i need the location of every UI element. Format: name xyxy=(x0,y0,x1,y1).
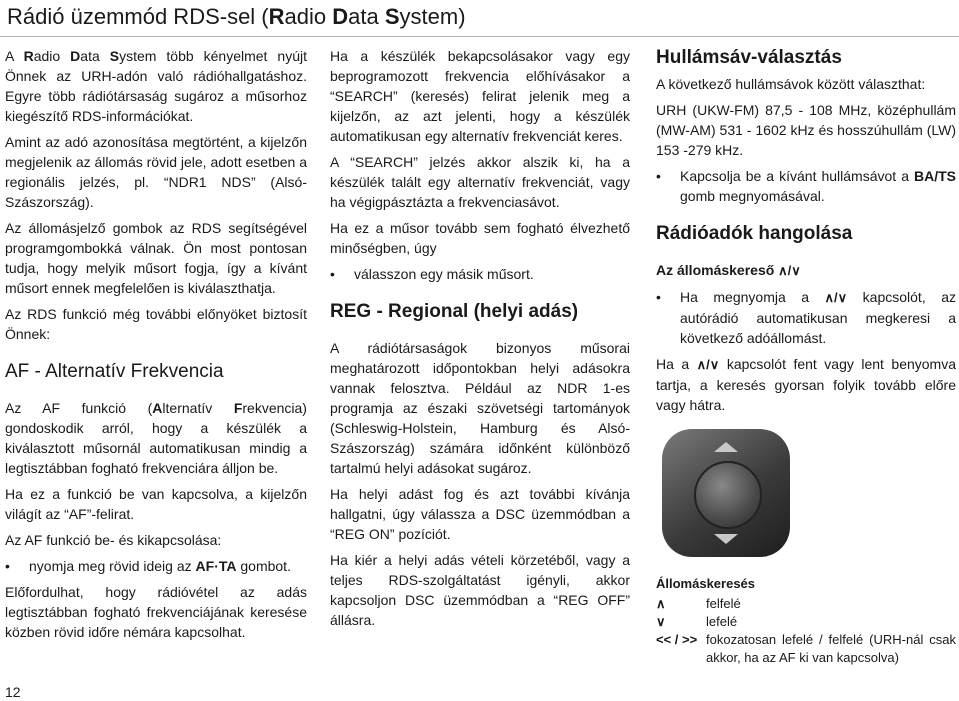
arrow-up-icon xyxy=(712,441,740,453)
seek-legend xyxy=(656,575,956,667)
af-toggle-intro: Az AF funkció be- és kikapcsolása: xyxy=(5,532,222,548)
column-middle xyxy=(330,46,630,636)
seek-list xyxy=(656,287,956,348)
poor-reception-paragraph: Ha ez a műsor tovább sem fogható élvezhető minőségben, úgy xyxy=(330,220,630,256)
band-list-paragraph: URH (UKW-FM) 87,5 - 108 MHz, középhullám (MW-AM) 531 - 1602 kHz és hosszúhullám (LW) 153 -279 kHz. xyxy=(656,102,956,158)
ba-ts-key: BA/TS xyxy=(914,168,956,184)
rds-benefits-paragraph: Az RDS funkció még további előnyöket biztosít Önnek: xyxy=(5,306,307,342)
title-divider xyxy=(0,36,959,37)
up-down-caret-icon: ∧/∨ xyxy=(824,290,848,305)
af-description: Az AF funkció (Alternatív Frekvencia) gondoskodik arról, hogy a készülék a kiválasztott műsornál automatikusan mindig a legtisztábban fogható frekvenciára álljon be. xyxy=(5,400,307,476)
af-toggle-list xyxy=(5,556,307,576)
reg-on-paragraph: Ha helyi adást fog és azt további kívánja hallgatni, úgy válassza a DSC üzemmódban a “REG ON” pozíciót. xyxy=(330,486,630,542)
search-off-paragraph: A “SEARCH” jelzés akkor alszik ki, ha a készülék talált egy alternatív frekvenciát, vagy ha végigpásztázta a frekvenciasávot. xyxy=(330,154,630,210)
regional-paragraph: A rádiótársaságok bizonyos műsorai meghatározott időpontokban helyi adásokra vannak felosztva. Például az NDR 1-es programja az északi szövetségi tartományok (Schleswig-Holstein, Hamburg és Alsó-Szászország) számára időnként különböző tartalmú helyi adásokat sugároz. xyxy=(330,340,630,476)
tuning-heading: Rádióadók hangolása xyxy=(656,223,853,244)
column-right xyxy=(656,46,956,667)
search-paragraph: Ha a készülék bekapcsolásakor vagy egy beprogramozott frekvencia előhívásakor a “SEARCH” (keresés) felirat jelenik meg a kijelzőn, az azt jelenti, hogy a készülék automatikusan egy alternatív frekvenciát keres. xyxy=(330,48,630,144)
seek-subheading: Az állomáskereső ∧/∨ xyxy=(656,260,956,281)
reg-off-paragraph: Ha kiér a helyi adás vételi körzetéből, vagy a teljes RDS-szolgáltatást igényli, akkor kapcsoljon DSC üzemmódban a “REG OFF” állásra. xyxy=(330,552,630,628)
poor-reception-list xyxy=(330,264,630,284)
legend-row: ∧ felfelé xyxy=(656,596,741,611)
knob-center xyxy=(694,461,762,529)
seek-knob-photo xyxy=(662,429,790,557)
fast-seek-paragraph: Ha a ∧/∨ kapcsolót fent vagy lent benyomva tartja, a keresés gyorsan folyik tovább előre vagy hátra. xyxy=(656,356,957,413)
band-select-list xyxy=(656,166,956,206)
down-arrow-icon: ∨ xyxy=(656,614,666,629)
reg-heading: REG - Regional (helyi adás) xyxy=(330,301,579,322)
up-down-caret-icon: ∧/∨ xyxy=(696,357,720,372)
up-arrow-icon: ∧ xyxy=(656,596,666,611)
af-indicator-paragraph: Ha ez a funkció be van kapcsolva, a kijelzőn világít az “AF”-felirat. xyxy=(5,486,307,522)
arrow-down-icon xyxy=(712,533,740,545)
list-item: • válasszon egy másik műsort. xyxy=(330,266,534,282)
af-ta-key: AF·TA xyxy=(195,558,237,574)
legend-row: << / >> fokozatosan lefelé / felfelé (URH-nál csak akkor, ha az AF ki van kapcsolva) xyxy=(656,632,956,665)
up-down-caret-icon: ∧/∨ xyxy=(778,263,801,278)
list-item: • nyomja meg rövid ideig az AF·TA gombot. xyxy=(5,558,291,574)
mute-note-paragraph: Előfordulhat, hogy rádióvétel az adás legtisztábban fogható frekvenciájának keresése közben rövid időre némára kapcsolhat. xyxy=(5,584,307,640)
column-left xyxy=(5,46,307,648)
preset-buttons-paragraph: Az állomásjelző gombok az RDS segítségével programgombokká válnak. Ön most pontosan tudja, hogy melyik műsort fogja, így a kívánt műsort ennek megfelelően is kiválaszthatja. xyxy=(5,220,307,296)
station-id-paragraph: Amint az adó azonosítása megtörtént, a kijelzőn megjelenik az állomás rövid jele, adott esetben a regionális jelzés, pl. “NDR1 NDS” (Alsó-Szászország). xyxy=(5,134,307,210)
page-number: 12 xyxy=(5,684,21,700)
af-heading: AF - Alternatív Frekvencia xyxy=(5,361,224,382)
list-item: • Ha megnyomja a ∧/∨ kapcsolót, az autórádió automatikusan megkeresi a következő adóállomást. xyxy=(656,289,956,346)
band-intro: A következő hullámsávok között választhat: xyxy=(656,76,926,92)
legend-title: Állomáskeresés xyxy=(656,576,756,591)
page-title: Rádió üzemmód RDS-sel (Radio Data System) xyxy=(7,4,466,29)
list-item: • Kapcsolja be a kívánt hullámsávot a BA/TS gomb megnyomásával. xyxy=(656,168,956,204)
intro-paragraph: A Radio Data System több kényelmet nyújt Önnek az URH-adón való rádióhallgatáshoz. Egyre több rádiótársaság sugároz a műsorhoz kiegészítő RDS-információkat. xyxy=(5,48,308,124)
band-heading: Hullámsáv-választás xyxy=(656,47,842,68)
legend-row: ∨ lefelé xyxy=(656,614,738,629)
step-arrows-icon: << / >> xyxy=(656,632,698,647)
